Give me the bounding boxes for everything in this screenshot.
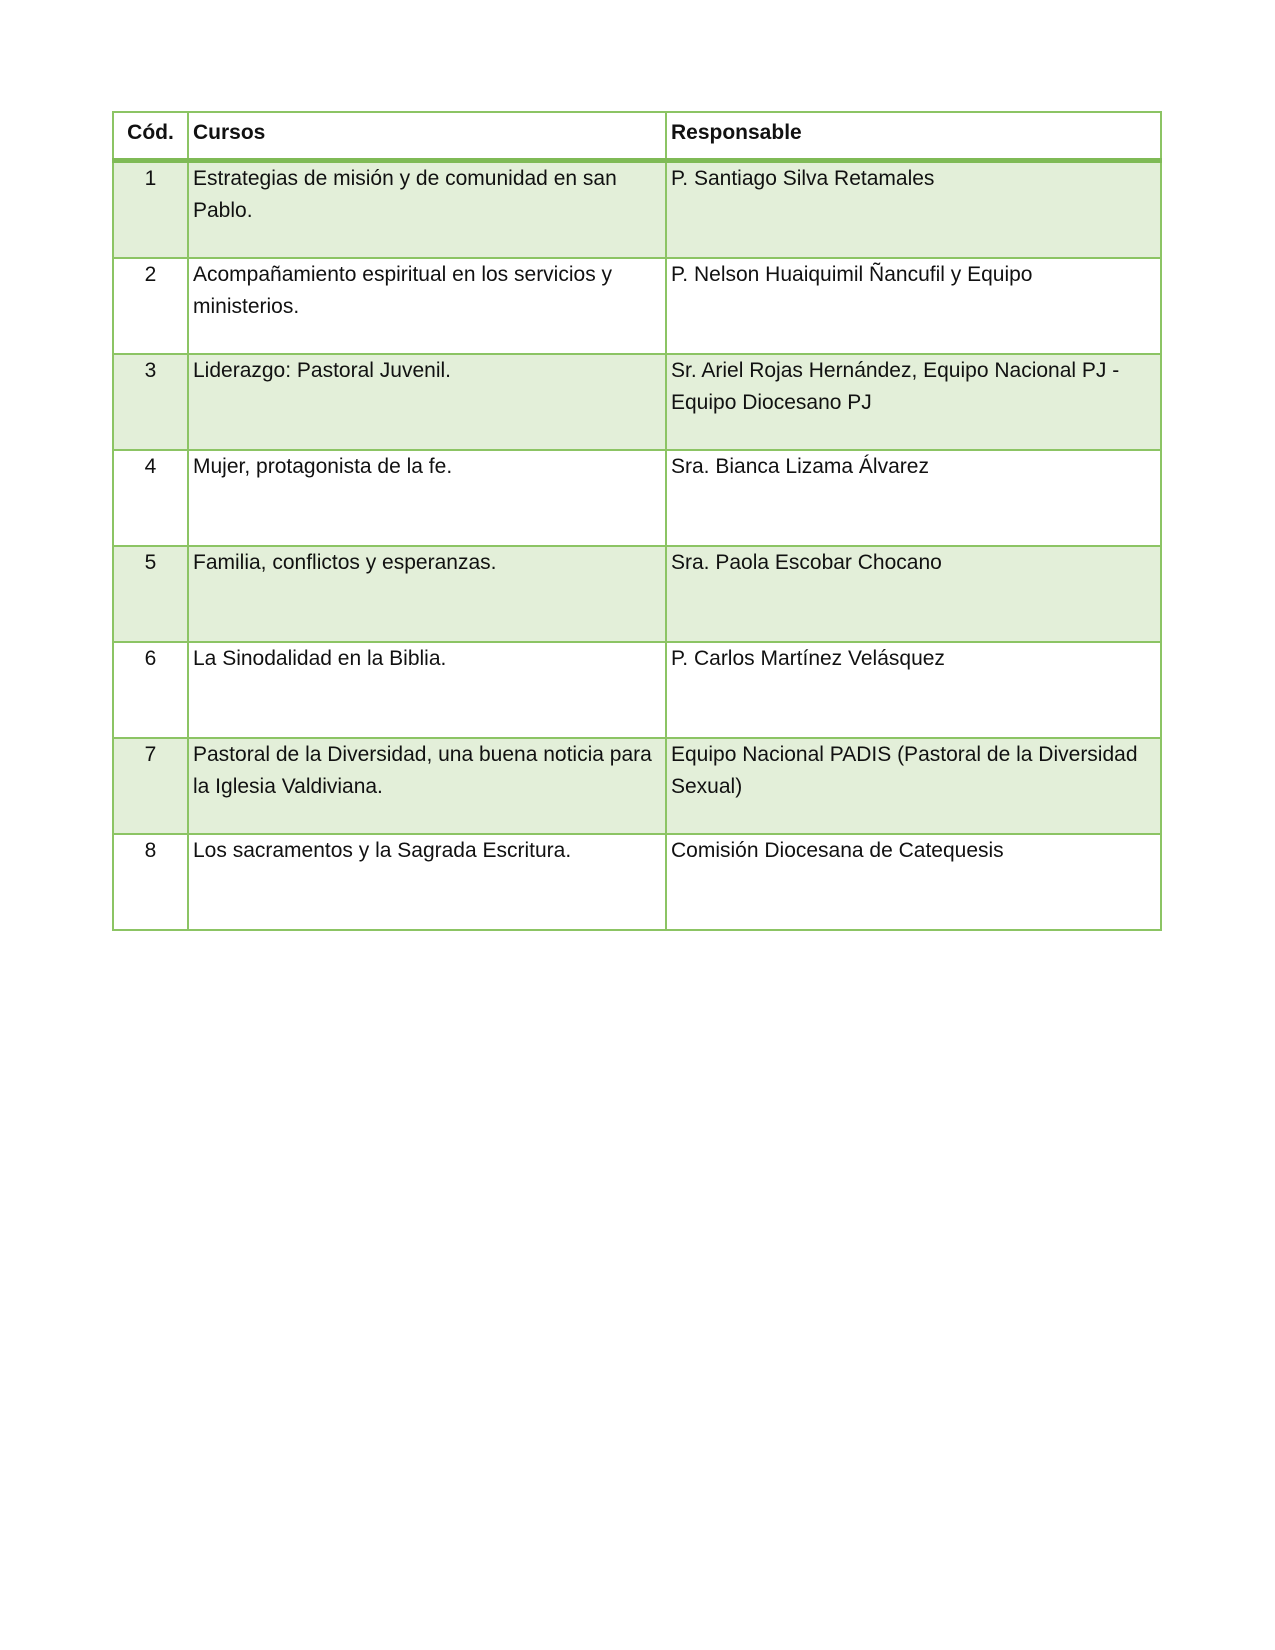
cell-curso: La Sinodalidad en la Biblia. — [188, 642, 666, 738]
cell-responsable: Equipo Nacional PADIS (Pastoral de la Diversidad Sexual) — [666, 738, 1161, 834]
cell-curso: Pastoral de la Diversidad, una buena noticia para la Iglesia Valdiviana. — [188, 738, 666, 834]
cell-cod: 6 — [113, 642, 188, 738]
table-row — [113, 258, 1161, 354]
cell-responsable: P. Santiago Silva Retamales — [666, 161, 1161, 259]
table-row — [113, 834, 1161, 930]
cell-curso: Mujer, protagonista de la fe. — [188, 450, 666, 546]
table-row — [113, 354, 1161, 450]
table-row — [113, 738, 1161, 834]
cell-responsable: P. Nelson Huaiquimil Ñancufil y Equipo — [666, 258, 1161, 354]
courses-table — [112, 111, 1162, 931]
cell-cod: 4 — [113, 450, 188, 546]
cell-cod: 7 — [113, 738, 188, 834]
cell-cod: 3 — [113, 354, 188, 450]
cell-responsable: Sra. Paola Escobar Chocano — [666, 546, 1161, 642]
header-cod: Cód. — [113, 112, 188, 161]
cell-responsable: P. Carlos Martínez Velásquez — [666, 642, 1161, 738]
cell-curso: Familia, conflictos y esperanzas. — [188, 546, 666, 642]
header-responsable: Responsable — [666, 112, 1161, 161]
table-header-row — [113, 112, 1161, 161]
cell-responsable: Sr. Ariel Rojas Hernández, Equipo Nacional PJ - Equipo Diocesano PJ — [666, 354, 1161, 450]
table-row — [113, 642, 1161, 738]
table-row — [113, 450, 1161, 546]
cell-curso: Los sacramentos y la Sagrada Escritura. — [188, 834, 666, 930]
header-cursos: Cursos — [188, 112, 666, 161]
cell-responsable: Comisión Diocesana de Catequesis — [666, 834, 1161, 930]
cell-curso: Liderazgo: Pastoral Juvenil. — [188, 354, 666, 450]
table-row — [113, 546, 1161, 642]
cell-cod: 5 — [113, 546, 188, 642]
cell-cod: 8 — [113, 834, 188, 930]
cell-curso: Acompañamiento espiritual en los servicios y ministerios. — [188, 258, 666, 354]
table-row — [113, 161, 1161, 259]
cell-responsable: Sra. Bianca Lizama Álvarez — [666, 450, 1161, 546]
cell-cod: 2 — [113, 258, 188, 354]
cell-curso: Estrategias de misión y de comunidad en san Pablo. — [188, 161, 666, 259]
cell-cod: 1 — [113, 161, 188, 259]
